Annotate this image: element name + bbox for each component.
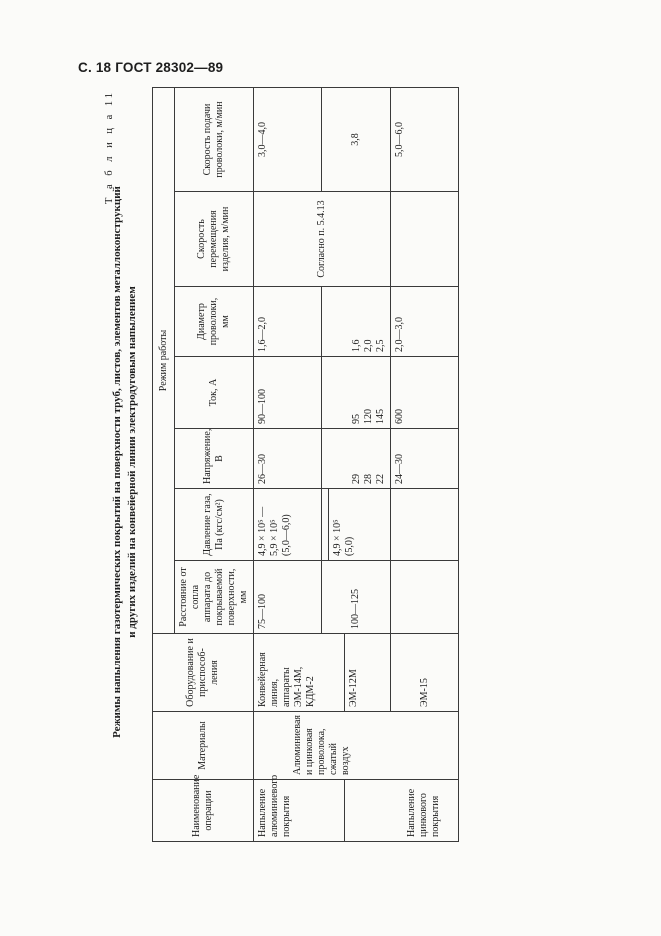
volt-2a: 29 (351, 474, 362, 484)
pres-1b: 5,9 × 10⁵ (269, 519, 280, 556)
pres-1c: (5,0—6,0) (281, 514, 292, 556)
cell-eq-12: ЭМ-12М (345, 634, 391, 712)
header-pressure: Давление газа, Па (кгс/см²) (175, 489, 254, 561)
header-voltage: Напряжение, В (175, 429, 254, 489)
cell-diam-2 (345, 287, 391, 357)
cell-op-zn: Напыление цинкового покрытия (391, 780, 459, 842)
table-title (110, 82, 140, 842)
header-distance: Расстояние от сопла аппарата до покрываемой поверхности, мм (175, 561, 254, 634)
cell-material: Алюминиевая и цинковая проволока, сжатый воздух (254, 712, 391, 780)
diam-2b: 2,0 (363, 339, 374, 352)
title-line-1: Режимы напыления газотермических покрытий на поверхности труб, листов, элементов металлоконструкций (111, 186, 123, 738)
cell-diam-3: 2,0—3,0 (391, 287, 459, 357)
header-materials: Материалы (153, 712, 254, 780)
cell-pres-1 (254, 489, 322, 561)
data-table (152, 87, 459, 842)
diam-2a: 1,6 (351, 339, 362, 352)
cur-2c: 145 (375, 409, 386, 424)
cell-cur-3: 600 (391, 357, 459, 429)
cell-wire-2: 3,8 (322, 87, 391, 191)
cell-cur-2 (345, 357, 391, 429)
cell-volt-gap (322, 429, 345, 489)
volt-2c: 22 (375, 474, 386, 484)
cell-diam-gap (322, 287, 345, 357)
pres-2a: 4,9 × 10⁵ (332, 519, 343, 556)
cell-pres-3 (391, 489, 459, 561)
cell-cur-gap (322, 357, 345, 429)
cell-speed-item-bottom (391, 192, 459, 287)
cell-dist-1: 75—100 (254, 561, 322, 634)
cur-2a: 95 (351, 414, 362, 424)
table-label: Т а б л и ц а 11 (104, 90, 115, 205)
cell-op-al: Напыление алюминиевого покрытия (254, 780, 345, 842)
pres-2b: (5,0) (344, 536, 355, 556)
diam-2c: 2,5 (375, 339, 386, 352)
cell-pres-gap (322, 489, 329, 561)
cell-op-zn-top (345, 780, 391, 842)
cell-eq-line: Конвейерная линия, аппараты ЭМ-14М, КДМ-2 (254, 634, 345, 712)
header-operation: Наименование операции (153, 780, 254, 842)
cell-diam-1: 1,6—2,0 (254, 287, 322, 357)
cell-wire-3: 5,0—6,0 (391, 87, 459, 191)
cell-volt-3: 24—30 (391, 429, 459, 489)
rotated-table-page (98, 82, 643, 842)
cell-dist-3 (391, 561, 459, 634)
cell-material-bottom (391, 712, 459, 780)
cell-volt-1: 26—30 (254, 429, 322, 489)
title-line-2: и других изделий на конвейерной линии электродуговым напылением (126, 286, 138, 638)
cell-dist-2: 100—125 (322, 561, 391, 634)
cell-wire-1: 3,0—4,0 (254, 87, 322, 191)
cur-2b: 120 (363, 409, 374, 424)
pres-1a: 4,9 × 10⁵ — (257, 506, 268, 556)
page-header: С. 18 ГОСТ 28302—89 (78, 60, 224, 75)
cell-speed-item: Согласно п. 5.4.13 (254, 192, 391, 287)
header-current: Ток, А (175, 357, 254, 429)
cell-volt-2 (345, 429, 391, 489)
header-mode-group: Режим работы (153, 87, 175, 633)
header-diameter: Диаметр проволоки, мм (175, 287, 254, 357)
header-speed-wire: Скорость подачи проволоки, м/мин (175, 87, 254, 191)
cell-pres-2 (329, 489, 391, 561)
cell-cur-1: 90—100 (254, 357, 322, 429)
volt-2b: 28 (363, 474, 374, 484)
header-equipment: Оборудование и приспособ-ления (153, 634, 254, 712)
header-speed-item: Скорость перемещения изделия, м/мин (175, 192, 254, 287)
cell-eq-15: ЭМ-15 (391, 634, 459, 712)
